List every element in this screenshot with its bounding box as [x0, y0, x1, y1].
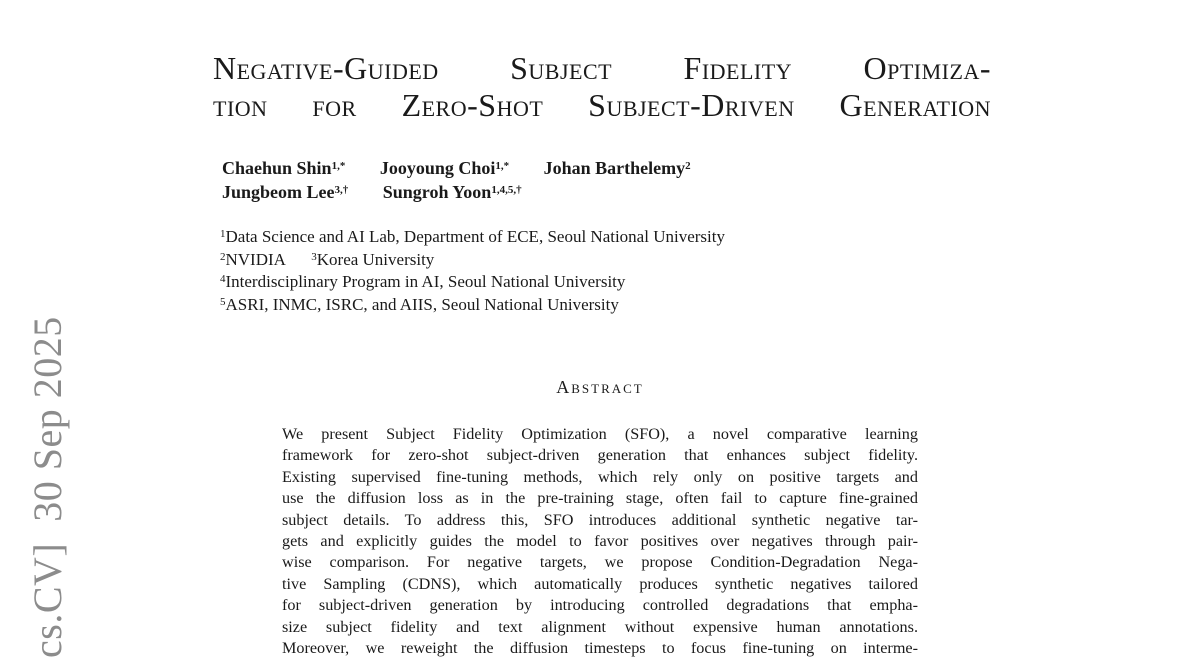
author-name: Jooyoung Choi	[379, 158, 496, 178]
paper-title	[213, 50, 991, 124]
author-row-1	[222, 157, 691, 181]
abstract-line: wise comparison. For negative targets, we propose Condition-Degradation Nega-	[282, 553, 918, 572]
paper-title-line-2: tion for Zero-Shot Subject-Driven Generation	[213, 87, 991, 123]
affiliation-text: Interdisciplinary Program in AI, Seoul National University	[225, 272, 626, 291]
author-sungroh-yoon	[383, 182, 522, 202]
abstract-line: We present Subject Fidelity Optimization (SFO), a novel comparative learning	[282, 425, 918, 443]
abstract-line: Existing supervised fine-tuning methods, which rely only on positive targets and	[282, 467, 918, 486]
affiliation-line-3	[220, 271, 725, 294]
abstract-line: framework for zero-shot subject-driven generation that enhances subject fidelity.	[282, 446, 918, 465]
affiliation-block	[220, 226, 725, 316]
abstract-heading: Abstract	[556, 377, 644, 397]
affiliation-superscript: 3	[311, 250, 317, 263]
author-name: Johan Barthelemy	[543, 158, 686, 178]
affiliation-1	[220, 227, 725, 246]
author-superscript: 1,4,5,†	[491, 183, 522, 196]
arxiv-stamp-text: cs.CV] 30 Sep 2025	[25, 316, 70, 658]
author-jungbeom-lee	[222, 182, 348, 202]
affiliation-text: ASRI, INMC, ISRC, and AIIS, Seoul National University	[225, 294, 619, 314]
author-superscript: 1,*	[495, 160, 510, 173]
affiliation-2	[220, 250, 285, 269]
affiliation-superscript: 2	[220, 250, 226, 263]
affiliation-superscript: 5	[220, 295, 226, 308]
author-block	[222, 157, 691, 204]
abstract-line: tive Sampling (CDNS), which automatically produces synthetic negatives tailored	[282, 574, 918, 593]
affiliation-3	[311, 250, 434, 269]
affiliation-line-1	[220, 226, 725, 249]
abstract-line: gets and explicitly guides the model to favor positives over negatives through pair-	[282, 532, 918, 551]
abstract-line: Moreover, we reweight the diffusion timesteps to focus fine-tuning on interme-	[282, 639, 918, 658]
author-row-2	[222, 181, 691, 205]
paper-title-line-1: Negative-Guided Subject Fidelity Optimiza-	[213, 50, 991, 86]
affiliation-line-4	[220, 294, 725, 317]
author-johan-barthelemy	[544, 158, 691, 178]
affiliation-5	[220, 295, 619, 314]
abstract-line: use the diffusion loss as in the pre-training stage, often fail to capture fine-grained	[282, 489, 918, 508]
abstract-body	[282, 424, 918, 659]
affiliation-line-2	[220, 249, 725, 272]
author-superscript: 3,†	[334, 183, 349, 196]
author-superscript: 2	[685, 160, 691, 173]
affiliation-text: Data Science and AI Lab, Department of ECE, Seoul National University	[225, 227, 725, 246]
affiliation-text: NVIDIA	[225, 249, 285, 269]
author-name: Sungroh Yoon	[382, 181, 492, 202]
abstract-line: subject details. To address this, SFO introduces additional synthetic negative tar-	[282, 510, 918, 529]
affiliation-superscript: 4	[220, 273, 226, 286]
abstract-line: for subject-driven generation by introducing controlled degradations that empha-	[282, 596, 918, 615]
author-superscript: 1,*	[331, 160, 346, 173]
abstract-line: size subject fidelity and text alignment without expensive human annotations.	[282, 617, 918, 636]
author-chaehun-shin	[222, 158, 345, 178]
author-name: Jungbeom Lee	[222, 181, 335, 202]
affiliation-4	[220, 272, 625, 291]
author-jooyoung-choi	[380, 158, 509, 178]
affiliation-superscript: 1	[220, 228, 226, 241]
author-name: Chaehun Shin	[222, 158, 332, 178]
affiliation-text: Korea University	[316, 249, 435, 269]
